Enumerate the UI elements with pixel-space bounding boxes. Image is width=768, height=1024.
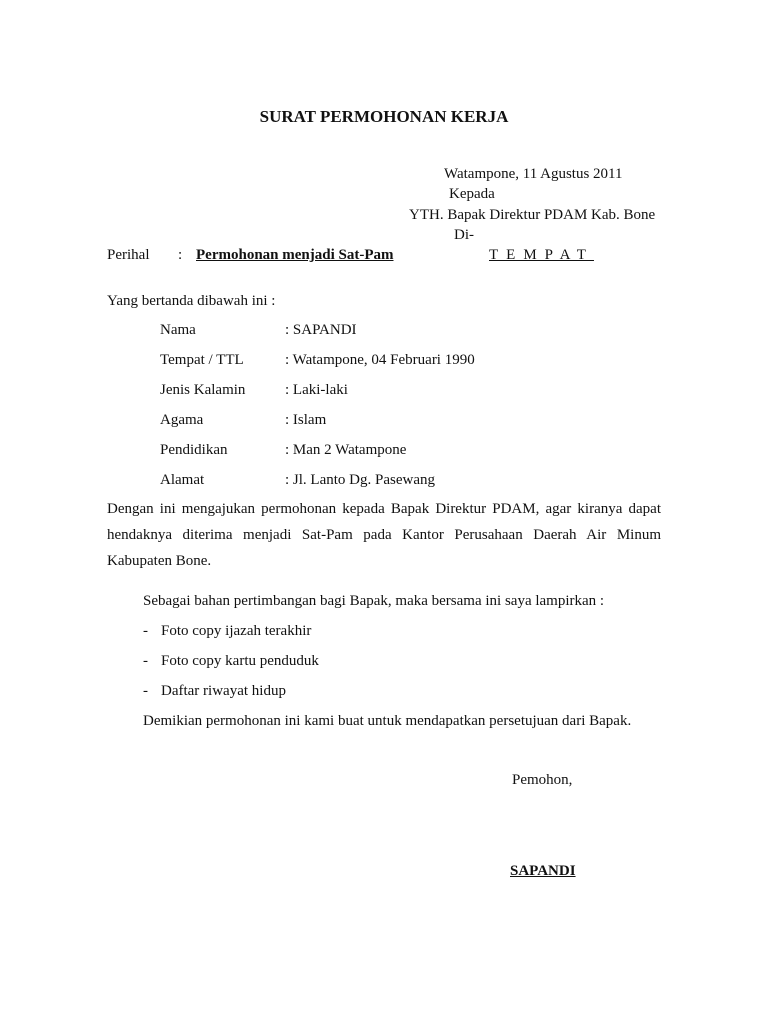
recipient-tempat: TEMPAT (489, 247, 594, 263)
list-item: Daftar riwayat hidup (161, 683, 286, 699)
intro-text: Yang bertanda dibawah ini : (107, 293, 276, 309)
place-date: Watampone, 11 Agustus 2011 (444, 166, 623, 182)
list-item: Foto copy kartu penduduk (161, 653, 319, 669)
letter-title: SURAT PERMOHONAN KERJA (259, 107, 509, 126)
field-label: Jenis Kalamin (160, 382, 246, 398)
field-value: : Laki-laki (285, 382, 348, 398)
closing-text: Demikian permohonan ini kami buat untuk mendapatkan persetujuan dari Bapak. (143, 713, 632, 729)
field-label: Alamat (160, 472, 205, 488)
field-value: : Jl. Lanto Dg. Pasewang (285, 472, 435, 488)
signature-label: Pemohon, (512, 772, 573, 788)
signature-name: SAPANDI (510, 863, 576, 879)
perihal-colon: : (178, 247, 183, 263)
field-label: Pendidikan (160, 442, 228, 458)
field-value: : Watampone, 04 Februari 1990 (285, 352, 475, 368)
list-item: Foto copy ijazah terakhir (161, 623, 312, 639)
attachments-intro: Sebagai bahan pertimbangan bagi Bapak, maka bersama ini saya lampirkan : (143, 593, 605, 609)
field-value: : Man 2 Watampone (285, 442, 407, 458)
field-label: Agama (160, 412, 204, 428)
field-label: Nama (160, 322, 196, 338)
recipient-yth: YTH. Bapak Direktur PDAM Kab. Bone (409, 207, 656, 223)
list-bullet: - (143, 623, 148, 639)
list-bullet: - (143, 683, 148, 699)
perihal-value: Permohonan menjadi Sat-Pam (196, 247, 394, 263)
field-label: Tempat / TTL (160, 352, 244, 368)
recipient-di: Di- (454, 227, 474, 243)
body-paragraph: Dengan ini mengajukan permohonan kepada Bapak Direktur PDAM, agar kiranya dapat hendaknya diterima menjadi Sat-Pam pada Kantor Perusahaan Daerah Air Minum Kabupaten Bone. (107, 501, 661, 569)
field-value: : SAPANDI (285, 322, 357, 338)
list-bullet: - (143, 653, 148, 669)
field-value: : Islam (285, 412, 327, 428)
recipient-kepada: Kepada (449, 186, 495, 202)
perihal-label: Perihal (107, 247, 150, 263)
